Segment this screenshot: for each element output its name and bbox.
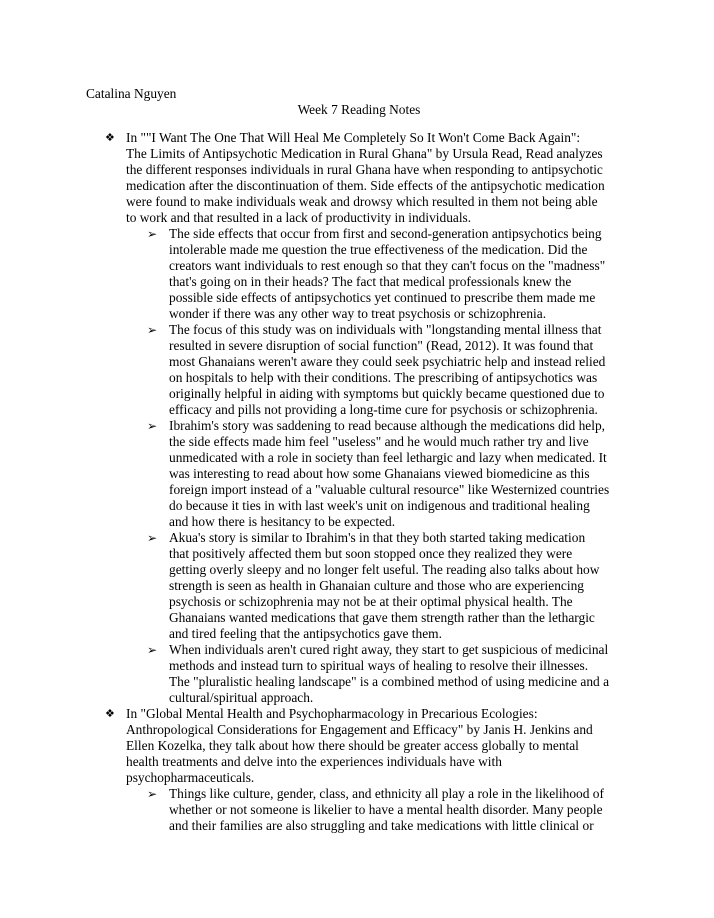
sub-bullet-point xyxy=(105,642,635,706)
paragraph-line: was interesting to read about how some Ghanaians viewed biomedicine as this xyxy=(169,466,590,481)
bullet-point xyxy=(105,706,635,786)
paragraph-line: originally helpful in aiding with symptoms but quickly became questioned due to xyxy=(169,386,605,401)
paragraph-line: psychosis or schizophrenia may not be at their optimal physical health. The xyxy=(169,594,573,609)
paragraph-line: that's going on in their heads? The fact that medical professionals knew the xyxy=(169,274,572,289)
paragraph-line: on hospitals to help with their conditions. The prescribing of antipsychotics was xyxy=(169,370,598,385)
paragraph-line: The Limits of Antipsychotic Medication in Rural Ghana" by Ursula Read, Read analyzes xyxy=(126,146,603,161)
paragraph-line: Ghanaians wanted medications that gave them strength rather than the lethargic xyxy=(169,610,595,625)
paragraph-line: methods and instead turn to spiritual ways of healing to resolve their illnesses. xyxy=(169,658,589,673)
paragraph-line: cultural/spiritual approach. xyxy=(169,690,314,705)
arrowhead-bullet-icon: ➢ xyxy=(147,531,158,545)
sub-bullet-point xyxy=(105,786,635,834)
arrowhead-bullet-icon: ➢ xyxy=(147,323,158,337)
paragraph-line: unmedicated with a role in society than feel lethargic and lazy when medicated. It xyxy=(169,450,607,465)
paragraph-line: most Ghanaians weren't aware they could seek psychiatric help and instead relied xyxy=(169,354,606,369)
paragraph-line: foreign import instead of a "valuable cultural resource" like Westernized countries xyxy=(169,482,610,497)
paragraph-line: Things like culture, gender, class, and ethnicity all play a role in the likelihood of xyxy=(169,786,604,801)
sub-bullet-point xyxy=(105,226,635,322)
paragraph-line: getting overly sleepy and no longer felt useful. The reading also talks about how xyxy=(169,562,600,577)
paragraph-line: Akua's story is similar to Ibrahim's in that they both started taking medication xyxy=(169,530,586,545)
paragraph-line: resulted in severe disruption of social function" (Read, 2012). It was found that xyxy=(169,338,594,353)
paragraph-line: The side effects that occur from first and second-generation antipsychotics being xyxy=(169,226,602,241)
paragraph-line: were found to make individuals weak and drowsy which resulted in them not being able xyxy=(126,194,598,209)
arrowhead-bullet-icon: ➢ xyxy=(147,787,158,801)
paragraph-line: whether or not someone is likelier to have a mental health disorder. Many people xyxy=(169,802,603,817)
paragraph-line: The "pluralistic healing landscape" is a combined method of using medicine and a xyxy=(169,674,610,689)
sub-bullet-point xyxy=(105,322,635,418)
sub-bullet-point xyxy=(105,418,635,530)
paragraph-line: medication after the discontinuation of them. Side effects of the antipsychotic medication xyxy=(126,178,605,193)
document-body xyxy=(105,130,635,834)
diamond-bullet-icon: ❖ xyxy=(105,131,115,144)
paragraph-line: to work and that resulted in a lack of productivity in individuals. xyxy=(126,210,472,225)
paragraph-line: and their families are also struggling and take medications with little clinical or xyxy=(169,818,594,833)
paragraph-line: In "Global Mental Health and Psychopharmacology in Precarious Ecologies: xyxy=(126,706,538,721)
paragraph-line: The focus of this study was on individuals with "longstanding mental illness that xyxy=(169,322,602,337)
bullet-point xyxy=(105,130,635,226)
paragraph-line: creators want individuals to rest enough so that they can't focus on the "madness" xyxy=(169,258,606,273)
paragraph-line: wonder if there was any other way to treat psychosis or schizophrenia. xyxy=(169,306,547,321)
paragraph-line: Ibrahim's story was saddening to read because although the medications did help, xyxy=(169,418,606,433)
paragraph-line: Anthropological Considerations for Engagement and Efficacy" by Janis H. Jenkins and xyxy=(126,722,593,737)
arrowhead-bullet-icon: ➢ xyxy=(147,643,158,657)
paragraph-line: the side effects made him feel "useless" and he would much rather try and live xyxy=(169,434,589,449)
paragraph-line: and tired feeling that the antipsychotics gave them. xyxy=(169,626,442,641)
paragraph-line: do because it ties in with last week's unit on indigenous and traditional healing xyxy=(169,498,590,513)
paragraph-line: the different responses individuals in rural Ghana have when responding to antipsychotic xyxy=(126,162,603,177)
sub-bullet-point xyxy=(105,530,635,642)
author-name: Catalina Nguyen xyxy=(86,86,177,101)
paragraph-line: that positively affected them but soon stopped once they realized they were xyxy=(169,546,573,561)
paragraph-line: strength is seen as health in Ghanaian culture and those who are experiencing xyxy=(169,578,584,593)
paragraph-line: In ""I Want The One That Will Heal Me Completely So It Won't Come Back Again": xyxy=(126,130,581,145)
paragraph-line: intolerable made me question the true effectiveness of the medication. Did the xyxy=(169,242,588,257)
paragraph-line: When individuals aren't cured right away, they start to get suspicious of medicinal xyxy=(169,642,609,657)
paragraph-line: efficacy and pills not providing a long-time cure for psychosis or schizophrenia. xyxy=(169,402,598,417)
document-title: Week 7 Reading Notes xyxy=(297,102,421,117)
paragraph-line: possible side effects of antipsychotics yet continued to prescribe them made me xyxy=(169,290,596,305)
arrowhead-bullet-icon: ➢ xyxy=(147,419,158,433)
paragraph-line: health treatments and delve into the experiences individuals have with xyxy=(126,754,502,769)
paragraph-line: psychopharmaceuticals. xyxy=(126,770,255,785)
paragraph-line: and how there is hesitancy to be expected. xyxy=(169,514,396,529)
arrowhead-bullet-icon: ➢ xyxy=(147,227,158,241)
paragraph-line: Ellen Kozelka, they talk about how there should be greater access globally to mental xyxy=(126,738,579,753)
diamond-bullet-icon: ❖ xyxy=(105,707,115,720)
